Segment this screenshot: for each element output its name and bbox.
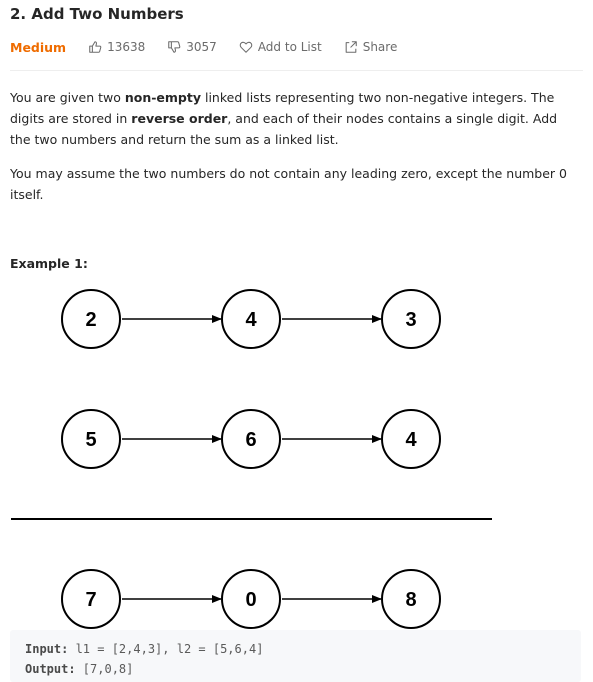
dislike-count: 3057 bbox=[186, 40, 217, 54]
example-input-line: Input: l1 = [2,4,3], l2 = [5,6,4] bbox=[25, 642, 264, 656]
result-node-value: 7 bbox=[85, 589, 97, 611]
linked-list-diagram bbox=[0, 280, 593, 630]
list2-node-value: 4 bbox=[405, 429, 417, 451]
example-output-line: Output: [7,0,8] bbox=[25, 662, 134, 676]
add-to-list-label: Add to List bbox=[257, 40, 322, 54]
description-paragraph-2: You may assume the two numbers do not contain any leading zero, except the number 0 itself. bbox=[10, 166, 567, 202]
description-paragraph-1: You are given two non-empty linked lists representing two non-negative integers. The digits are stored in reverse order, and each of their nodes contains a single digit. Add the two numbers and return the sum as a linked list. bbox=[10, 90, 558, 147]
example-heading: Example 1: bbox=[10, 256, 88, 271]
problem-meta-bar bbox=[10, 38, 419, 56]
share-icon bbox=[344, 40, 358, 54]
share-button[interactable] bbox=[344, 40, 398, 54]
thumbs-down-icon bbox=[167, 40, 181, 54]
result-node-value: 0 bbox=[245, 589, 257, 611]
difficulty-badge: Medium bbox=[10, 39, 67, 55]
dislike-button[interactable] bbox=[167, 40, 217, 54]
like-button[interactable] bbox=[88, 40, 145, 54]
result-node-value: 8 bbox=[405, 589, 417, 611]
heart-icon bbox=[239, 40, 253, 54]
like-count: 13638 bbox=[107, 40, 146, 54]
example-code-block bbox=[10, 630, 581, 682]
list1-node-value: 2 bbox=[85, 309, 97, 331]
problem-title: 2. Add Two Numbers bbox=[10, 5, 184, 23]
list2-node-value: 6 bbox=[245, 429, 257, 451]
list1-node-value: 4 bbox=[245, 309, 257, 331]
list1-node-value: 3 bbox=[405, 309, 417, 331]
thumbs-up-icon bbox=[88, 40, 102, 54]
share-label: Share bbox=[362, 40, 398, 54]
add-to-list-button[interactable] bbox=[239, 40, 322, 54]
header-divider bbox=[10, 70, 583, 71]
list2-node-value: 5 bbox=[85, 429, 97, 451]
